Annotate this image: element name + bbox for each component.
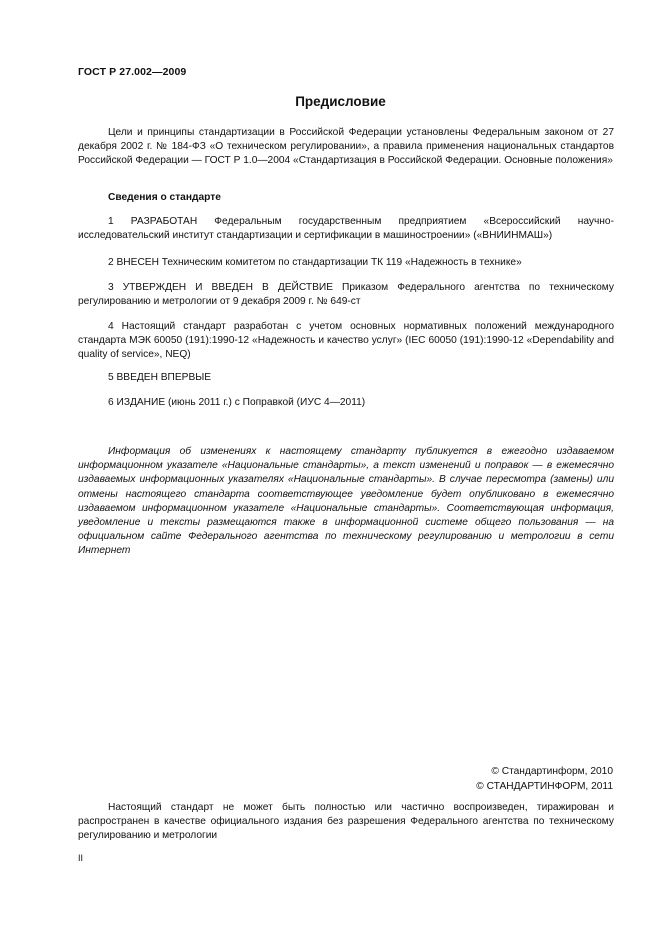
copyright-line-1: © Стандартинформ, 2010 xyxy=(491,766,613,777)
intro-text: Цели и принципы стандартизации в Российской Федерации установлены Федеральным законом от 27 декабря 2002 г. № 184-ФЗ «О техническом регулировании», а правила применения национальных стандартов Российской Федерации — ГОСТ Р 1.0—2004 «Стандартизация в Российской Федерации. Основные положения» xyxy=(78,127,614,166)
intro-paragraph xyxy=(78,126,614,168)
page-number: II xyxy=(78,853,84,863)
list-item-1: 1 РАЗРАБОТАН Федеральным государственным предприятием «Всероссийский научно-исследовательский институт стандартизации и сертификации в машиностроении» («ВНИИНМАШ») xyxy=(78,216,614,241)
page-title: Предисловие xyxy=(295,94,386,109)
list-item-5: 5 ВВЕДЕН ВПЕРВЫЕ xyxy=(108,372,212,383)
list-item-4: 4 Настоящий стандарт разработан с учетом основных нормативных положений международного стандарта МЭК 60050 (191):1990-12 «Надежность и качество услуг» (IEC 60050 (191):1990-12 «Dependability and quality of service», NEQ) xyxy=(78,321,614,360)
list-item-2: 2 ВНЕСЕН Техническим комитетом по стандартизации ТК 119 «Надежность в технике» xyxy=(108,257,522,268)
notice-text: Информация об изменениях к настоящему стандарту публикуется в ежегодно издаваемом информационном указателе «Национальные стандарты», а текст изменений и поправок — в ежемесячно издаваемых информационных указателях «Национальные стандарты». В случае пересмотра (замены) или отмены настоящего стандарта соответствующее уведомление будет опубликовано в ежемесячно издаваемом информационном указателе «Национальные стандарты». Соответствующая информация, уведомление и тексты размещаются также в информационной системе общего пользования — на официальном сайте Федерального агентства по техническому регулированию и метрологии в сети Интернет xyxy=(78,446,614,557)
list-item-6: 6 ИЗДАНИЕ (июнь 2011 г.) с Поправкой (ИУС 4—2011) xyxy=(108,397,366,408)
notice-paragraph xyxy=(78,445,614,559)
document-code: ГОСТ Р 27.002—2009 xyxy=(78,66,187,78)
section-subheading: Сведения о стандарте xyxy=(108,192,221,203)
list-item-3: 3 УТВЕРЖДЕН И ВВЕДЕН В ДЕЙСТВИЕ Приказом Федерального агентства по техническому регулированию и метрологии от 9 декабря 2009 г. № 649-ст xyxy=(78,282,614,307)
reproduction-notice: Настоящий стандарт не может быть полностью или частично воспроизведен, тиражирован и распространен в качестве официального издания без разрешения Федерального агентства по техническому регулированию и метрологии xyxy=(78,802,614,841)
copyright-line-2: © СТАНДАРТИНФОРМ, 2011 xyxy=(476,781,613,792)
